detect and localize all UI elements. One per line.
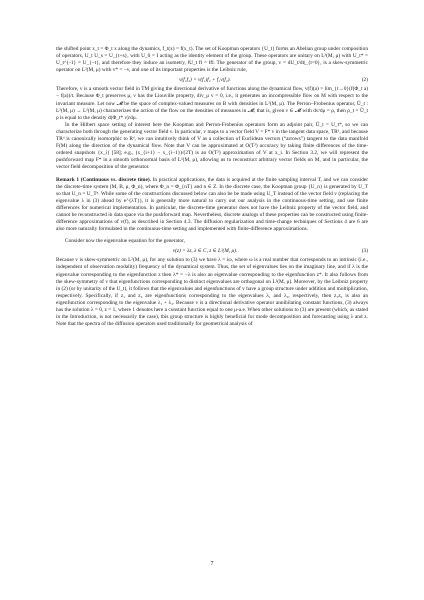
paragraph-3: In the Hilbert space setting of interest here the Koopman and Perron-Frobenius operators form an adjoint pair, Ũ_t = U_t*, so we can characterize both through the generating vector field v. In particular, v maps to a vector field V = F* v in the tangent data space, TRᵈ, and because TRᵈ is canonically isomorphic to Rᵈ, we can intuitively think of V as a collection of Euclidean vectors (“arrows”) tangent to the data manifold F(M) along the direction of the dynamical flow. Note that V can be approximated at O(T²) accuracy by taking finite differences of the time-ordered snapshots {x_i} [58]; e.g., (x_{i+1} − x_{i−1})/(2T) is an O(T²) approximation of V at x_i. In Section 3.2, we will represent the pushforward map F* in a smooth orthonormal basis of L²(M, μ), allowing us to reconstruct arbitrary vector fields on M, and in particular, the vector field decomposition of the generator.: [56, 121, 368, 171]
page-number: 7: [210, 561, 214, 567]
remark-body: In practical applications, the data is acquired at the finite sampling interval T, and we can consider the discrete-time system (M, B, μ, Φ_n), where Φ_n = Φ_{nT} and n ∈ Z. In the discrete case, the Koopman group {U_n} is generated by U_T so that U_n = U_Tⁿ. While some of the constructions discussed below can also be be made using U_T instead of the vector field v (replacing the eigenvalue λ in (3) ahead by e^{λT}), it is generally more natural to carry out our analysis in the continuous-time setting, and use finite differences for numerical implementation. In particular, the discrete-time generator does not have the Leibniz property of the vector field, and cannot be reconstructed in data space via the pushforward map. Nevertheless, discrete analogs of these properties can be constructed using finite-difference approximations of v(f), as described in Section 4.3. The diffusion regularization and time-change techniques of Sections 4 are 6 are also more naturally formulated in the continuous-time setting and implemented with finite-difference approximations.: [56, 176, 368, 233]
remark-title: Remark 1 (Continuous vs. discrete time).: [56, 176, 151, 183]
paragraph-1: the shifted point x_t = Φ_t x along the dynamics, f_t(x) = f(x_t). The set of Koopman operators {U_t} forms an Abelian group under composition of operators, U_t U_s = U_{t+s}, with U_0 = I acting as the identity element of the group. These operators are unitary on L²(M, μ) with U_t* = U_t^{-1} = U_{−t}, and therefore they induce an isometry, ‖U_t f‖ = ‖f‖. The generator of the group, v = dU_t/dt|_{t=0}, is a skew-symmetric operator on L²(M, μ) with v* = −v, and one of its important properties is the Leibniz rule,: [56, 46, 368, 74]
equation-2: [56, 74, 368, 86]
paragraph-6: Because v is skew-symmetric on L²(M, μ), for any solution to (3) we have λ = iω, where ω is a real number that corresponds to an intrinsic (i.e., independent of observation modality) frequency of the dynamical system. Thus, the set of eigenvalues lies on the imaginary line, and if λ is the eigenvalue corresponding to the eigenfunction z then λ* = −λ is also an eigenvalue corresponding to the eigenfunction z*. It also follows from the skew-symmetry of v that eigenfunctions corresponding to distinct eigenvalues are orthogonal on L²(M, μ). Moreover, by the Leibniz property in (2) (or by unitarity of the U_t), it follows that the eigenvalues and eigenfunctions of v have a group structure under addition and multiplication, respectively. Specifically, if z₁ and z₂ are eigenfunctions corresponding to the eigenvalues λ₁ and λ₂, respectively, then z₁z₂ is also an eigenfunction corresponding to the eigenvalue λ₁ + λ₂. Because v is a directional derivative operator annihilating constant functions, (3) always has the solution λ = 0, z = 1, where 1 denotes here a constant function equal to one μ-a.e. When other solutions to (3) are present (which, as stated in the Introduction, is not necessarily the case), this group structure is highly beneficial for mode decomposition and forecasting using λ and z. Note that the spectra of the diffusion operators used traditionally for geometrical analysis of: [56, 257, 368, 328]
equation-2-number: (2): [361, 76, 368, 83]
remark-1: [56, 177, 368, 234]
equation-3-body: v(z) = λz, λ ∈ C, z ∈ L²(M, μ).: [172, 247, 238, 254]
equation-3: [56, 245, 368, 257]
paragraph-5: Consider now the eigenvalue equation for the generator,: [65, 238, 185, 245]
equation-2-body: v(f₁f₂) = v(f₁)f₂ + f₁v(f₂).: [179, 76, 231, 83]
text-column: [56, 46, 368, 328]
equation-3-number: (3): [361, 247, 368, 254]
paragraph-2: Therefore, v is a smooth vector field in TM giving the directional derivative of functions along the dynamical flow, v(f)(a) = lim_{t→0}(f(Φ_t a) − f(a))/t. Because Φ_t preserves μ, v has the Liouville property, div_μ v = 0, i.e., it generates an incompressible flow on M with respect to the invariant measure. Let now 𝓜 be the space of complex-valued measures on B with densities in L²(M, μ). The Perron–Frobenius operator, Ũ_t : L²(M, μ) → L²(M, μ) characterizes the action of the flow on the densities of measures in 𝓜; that is, given ν ∈ 𝓜 with dν/dμ = ρ, then ρ_t = Ũ_t ρ is equal to the density d(Φ_t* ν)/dμ.: [56, 86, 368, 121]
